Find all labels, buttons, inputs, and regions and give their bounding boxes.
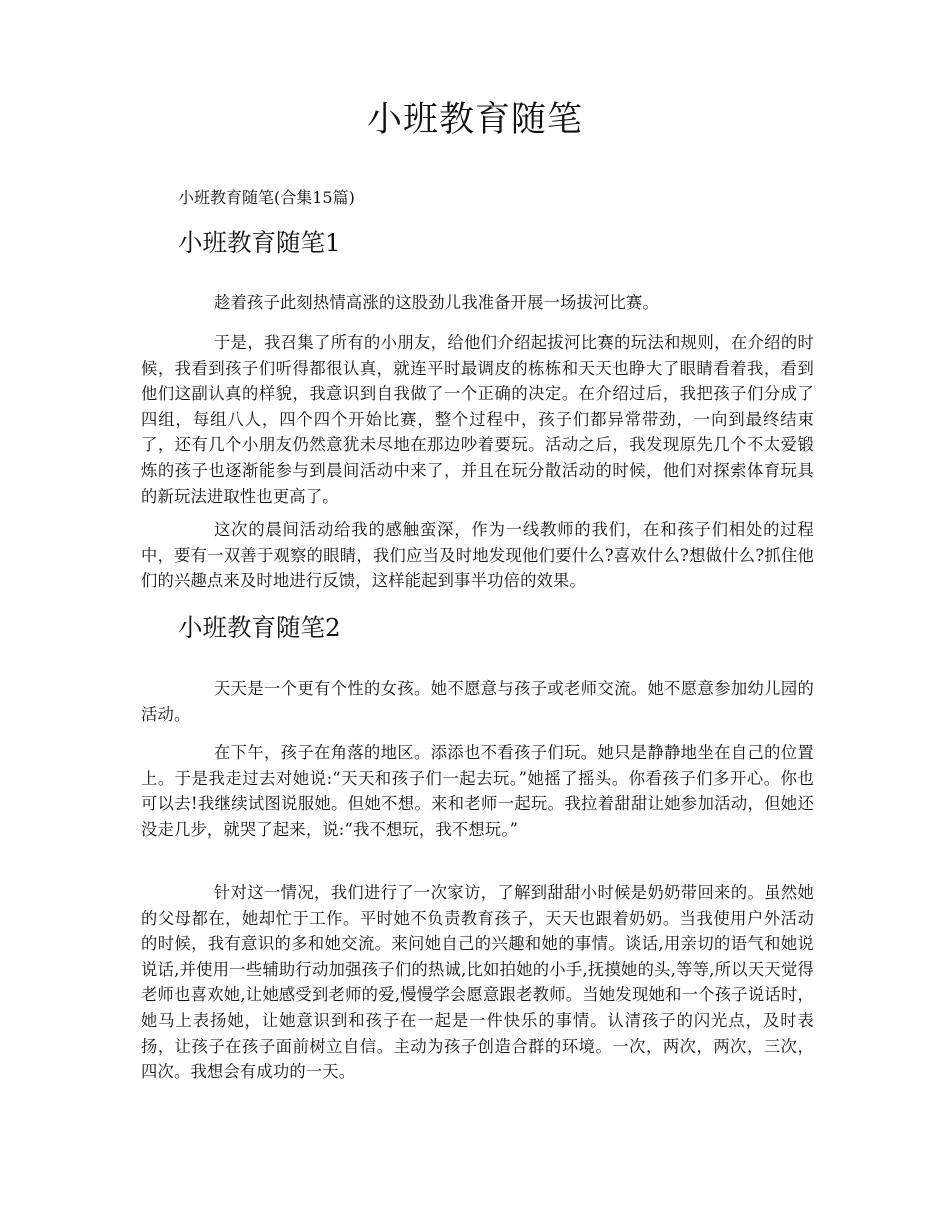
document-subtitle: 小班教育随笔(合集15篇) [178,188,355,207]
section-heading-1: 小班教育随笔1 [178,228,341,257]
section-1-paragraph-2: 于是，我召集了所有的小朋友，给他们介绍起拔河比赛的玩法和规则，在介绍的时候，我看到孩子们听得都很认真，就连平时最调皮的栋栋和天天也睁大了眼睛看着我，看到他们这副认真的样貌，我意识到自我做了一个正确的决定。在介绍过后，我把孩子们分成了四组，每组八人，四个四个开始比赛，整个过程中，孩子们都异常带劲，一向到最终结束了，还有几个小朋友仍然意犹未尽地在那边吵着要玩。活动之后，我发现原先几个不太爱锻炼的孩子也逐渐能参与到晨间活动中来了，并且在玩分散活动的时候，他们对探索体育玩具的新玩法进取性也更高了。 [141,333,814,506]
section-2-paragraph-3: 针对这一情况，我们进行了一次家访，了解到甜甜小时候是奶奶带回来的。虽然她的父母都在，她却忙于工作。平时她不负责教育孩子，天天也跟着奶奶。当我使用户外活动的时候，我有意识的多和她交流。来问她自己的兴趣和她的事情。谈话,用亲切的语气和她说说话,并使用一些辅助行动加强孩子们的热诚,比如拍她的小手,抚摸她的头,等等,所以天天觉得老师也喜欢她,让她感受到老师的爱,慢慢学会愿意跟老教师。当她发现她和一个孩子说话时，她马上表扬她，让她意识到和孩子在一起是一件快乐的事情。认清孩子的闪光点，及时表扬，让孩子在孩子面前树立自信。主动为孩子创造合群的环境。一次，两次，两次，三次，四次。我想会有成功的一天。 [141,883,814,1082]
section-heading-2: 小班教育随笔2 [178,613,341,642]
section-2-paragraph-1: 天天是一个更有个性的女孩。她不愿意与孩子或老师交流。她不愿意参加幼儿园的活动。 [141,679,814,724]
section-1-paragraph-3: 这次的晨间活动给我的感触蛮深，作为一线教师的我们，在和孩子们相处的过程中，要有一双善于观察的眼睛，我们应当及时地发现他们要什么?喜欢什么?想做什么?抓住他们的兴趣点来及时地进行反馈，这样能起到事半功倍的效果。 [141,520,814,591]
section-1-paragraph-1: 趁着孩子此刻热情高涨的这股劲儿我准备开展一场拔河比赛。 [214,293,659,312]
section-2-paragraph-2: 在下午，孩子在角落的地区。添添也不看孩子们玩。她只是静静地坐在自己的位置上。于是我走过去对她说:“天天和孩子们一起去玩。”她摇了摇头。你看孩子们多开心。你也可以去!我继续试图说服她。但她不想。来和老师一起玩。我拉着甜甜让她参加活动，但她还没走几步，就哭了起来，说:“我不想玩，我不想玩。” [141,743,814,839]
document-title: 小班教育随笔 [366,100,583,140]
